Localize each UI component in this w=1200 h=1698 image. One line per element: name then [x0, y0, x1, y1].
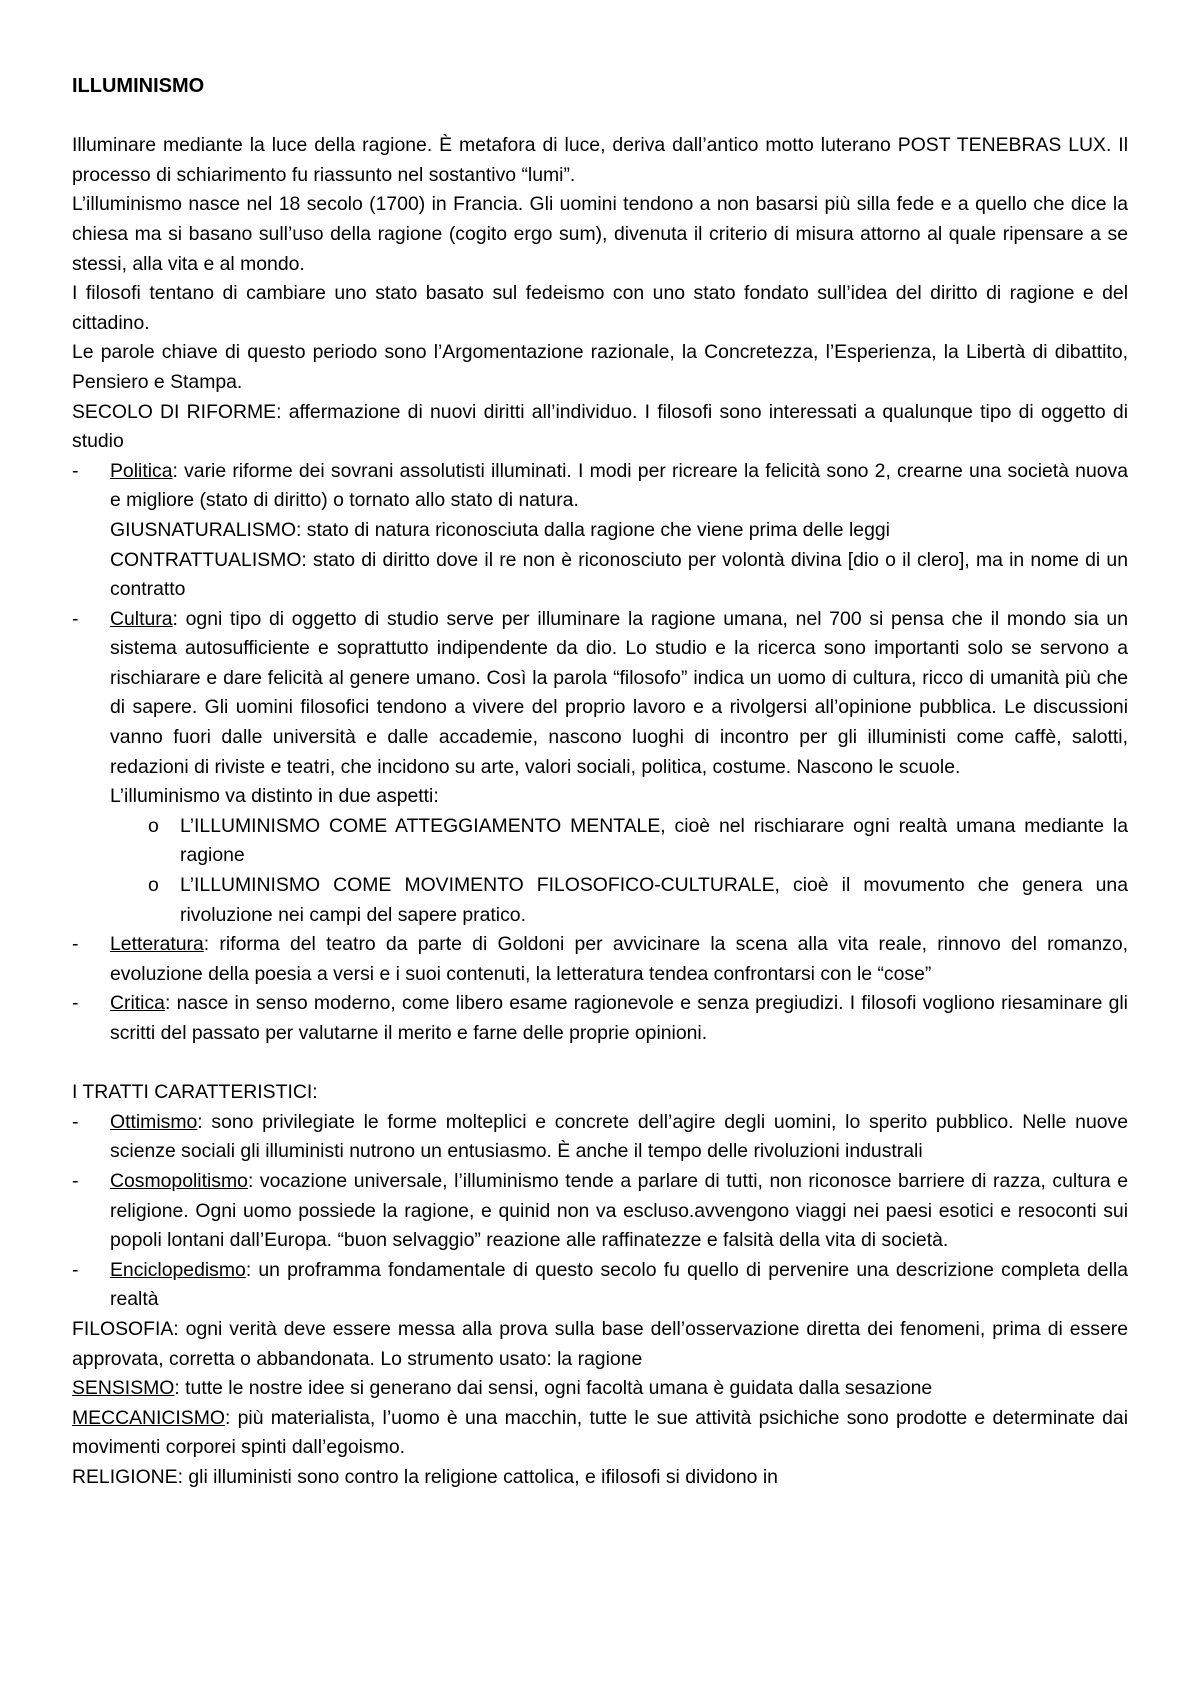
- page-title: ILLUMINISMO: [72, 75, 205, 97]
- intro-paragraph-4: Le parole chiave di questo periodo sono l’Argomentazione razionale, la Concretezza, l’Esperienza, la Libertà di dibattito, Pensiero e Stampa.: [72, 341, 1128, 393]
- intro-paragraph-3: I filosofi tentano di cambiare uno stato basato sul fedeismo con uno stato fondato sull’idea del diritto di ragione e del cittadino.: [72, 282, 1128, 334]
- term-letteratura: Letteratura: [110, 933, 204, 956]
- filosofia-paragraph: FILOSOFIA: ogni verità deve essere messa alla prova sulla base dell’osservazione diretta dei fenomeni, prima di essere approvata, corretta o abbandonata. Lo strumento usato: la ragione: [72, 1317, 1128, 1370]
- sub-item-movimento: [72, 871, 1128, 930]
- term-politica: Politica: [110, 459, 173, 482]
- text-atteggiamento: L’ILLUMINISMO COME ATTEGGIAMENTO MENTALE, cioè nel rischiarare ogni realtà umana mediante la ragione: [180, 814, 1128, 867]
- term-cultura: Cultura: [110, 607, 173, 630]
- term-enciclopedismo: Enciclopedismo: [110, 1258, 246, 1281]
- dash-bullet: -: [72, 933, 79, 956]
- tratti-heading: I TRATTI CARATTERISTICI:: [72, 1081, 318, 1104]
- text-movimento: L’ILLUMINISMO COME MOVIMENTO FILOSOFICO-CULTURALE, cioè il movumento che genera una rivoluzione nei campi del sapere pratico.: [180, 874, 1128, 926]
- dash-bullet: -: [72, 607, 79, 630]
- circle-bullet: o: [148, 874, 159, 897]
- list-item-politica: [72, 457, 1128, 605]
- dash-bullet: -: [72, 1110, 79, 1133]
- text-letteratura: : riforma del teatro da parte di Goldoni per avvicinare la scena alla vita reale, rinnovo del romanzo, evoluzione della poesia a versi e i suoi contenuti, la letteratura tendea confrontarsi con le “cose”: [110, 933, 1128, 985]
- aspetti-intro: L’illuminismo va distinto in due aspetti:: [110, 785, 439, 808]
- list-item-cosmopolitismo: [72, 1167, 1128, 1256]
- term-critica: Critica: [110, 992, 165, 1015]
- religione-paragraph: RELIGIONE: gli illuministi sono contro la religione cattolica, e ifilosofi si dividono in: [72, 1465, 778, 1488]
- text-meccanicismo: : più materialista, l’uomo è una macchin, tutte le sue attività psichiche sono prodotte e determinate dai movimenti corporei spinti dall’egoismo.: [72, 1406, 1128, 1459]
- term-sensismo: SENSISMO: [72, 1377, 175, 1400]
- list-item-cultura: [72, 605, 1128, 812]
- dash-bullet: -: [72, 992, 79, 1015]
- intro-paragraph-1: Illuminare mediante la luce della ragione. È metafora di luce, deriva dall’antico motto luterano POST TENEBRAS LUX. Il processo di schiarimento fu riassunto nel sostantivo “lumi”.: [72, 134, 1128, 186]
- list-item-ottimismo: [72, 1108, 1128, 1167]
- intro-paragraph-2: L’illuminismo nasce nel 18 secolo (1700) in Francia. Gli uomini tendono a non basarsi più silla fede e a quello che dice la chiesa ma si basano sull’uso della ragione (cogito ergo sum), divenuta il criterio di misura attorno al quale ripensare a se stessi, alla vita e al mondo.: [72, 193, 1128, 275]
- list-item-letteratura: [72, 930, 1128, 989]
- text-ottimismo: : sono privilegiate le forme molteplici e concrete dell’agire degli uomini, lo sperito pubblico. Nelle nuove scienze sociali gli illuministi nutrono un entusiasmo. È anche il tempo delle rivoluzioni industrali: [110, 1110, 1128, 1163]
- text-politica: : varie riforme dei sovrani assolutisti illuminati. I modi per ricreare la felicità sono 2, crearne una società nuova e migliore (stato di diritto) o tornato allo stato di natura.: [110, 459, 1128, 512]
- list-item-critica: [72, 989, 1128, 1048]
- meccanicismo-paragraph: [72, 1404, 1128, 1463]
- term-cosmopolitismo: Cosmopolitismo: [110, 1169, 248, 1192]
- term-ottimismo: Ottimismo: [110, 1110, 198, 1133]
- contrattualismo-line: CONTRATTUALISMO: stato di diritto dove il re non è riconosciuto per volontà divina [dio o il clero], ma in nome di un contratto: [110, 548, 1128, 601]
- list-item-enciclopedismo: [72, 1256, 1128, 1315]
- spacer: [72, 1049, 1128, 1079]
- text-sensismo: : tutte le nostre idee si generano dai sensi, ogni facoltà umana è guidata dalla sesazione: [174, 1377, 933, 1400]
- text-enciclopedismo: : un proframma fondamentale di questo secolo fu quello di pervenire una descrizione completa della realtà: [110, 1258, 1128, 1311]
- intro-paragraph-5: SECOLO DI RIFORME: affermazione di nuovi diritti all’individuo. I filosofi sono interessati a qualunque tipo di oggetto di studio: [72, 400, 1128, 453]
- dash-bullet: -: [72, 1169, 79, 1192]
- giusnaturalismo-line: GIUSNATURALISMO: stato di natura riconosciuta dalla ragione che viene prima delle leggi: [110, 518, 890, 541]
- dash-bullet: -: [72, 459, 79, 482]
- dash-bullet: -: [72, 1258, 79, 1281]
- text-cosmopolitismo: : vocazione universale, l’illuminismo tende a parlare di tutti, non riconosce barriere di razza, cultura e religione. Ogni uomo possiede la ragione, e quinid non va escluso.avvengono viaggi nei paesi esotici e resoconti sui popoli lontani dall’Europa. “buon selvaggio” reazione alle raffinatezze e falsità della vita di società.: [110, 1169, 1128, 1252]
- sub-item-atteggiamento: [72, 812, 1128, 871]
- text-cultura: : ogni tipo di oggetto di studio serve per illuminare la ragione umana, nel 700 si pensa che il mondo sia un sistema autosufficiente e soprattutto indipendente da dio. Lo studio e la ricerca sono importanti solo se servono a rischiarare e dare felicità al genere umano. Così la parola “filosofo” indica un uomo di cultura, ricco di umanità più che di sapere. Gli uomini filosofici tendono a vivere del proprio lavoro e a rivolgersi all’opinione pubblica. Le discussioni vanno fuori dalle università e dalle accademie, nascono luoghi di incontro per gli illuministi come caffè, salotti, redazioni di riviste e teatri, che incidono su arte, valori sociali, politica, costume. Nascono le scuole.: [110, 607, 1128, 778]
- circle-bullet: o: [148, 814, 159, 837]
- sensismo-paragraph: [72, 1374, 1128, 1404]
- term-meccanicismo: MECCANICISMO: [72, 1406, 225, 1429]
- text-critica: : nasce in senso moderno, come libero esame ragionevole e senza pregiudizi. I filosofi vogliono riesaminare gli scritti del passato per valutarne il merito e farne delle proprie opinioni.: [110, 992, 1128, 1044]
